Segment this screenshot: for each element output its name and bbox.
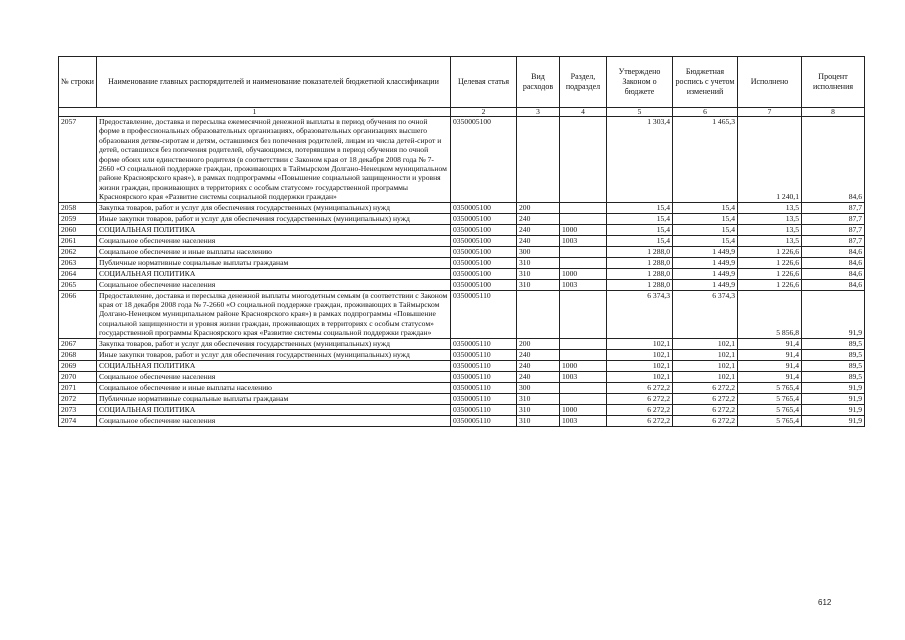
row-expense-type: 310 [517,415,560,426]
row-approved: 102,1 [607,349,673,360]
row-percent: 89,5 [802,360,865,371]
table-row [59,279,865,290]
row-section [560,393,607,404]
row-budget-plan: 6 272,2 [673,415,738,426]
row-executed: 13,5 [738,224,802,235]
row-executed: 1 240,1 [738,117,802,203]
row-approved: 102,1 [607,338,673,349]
row-name: Социальное обеспечение населения [97,415,451,426]
header-row-number: № строки [59,57,97,108]
row-approved: 1 288,0 [607,246,673,257]
row-number: 2074 [59,415,97,426]
row-section: 1003 [560,415,607,426]
row-name: Социальное обеспечение и иные выплаты населению [97,246,451,257]
row-expense-type: 240 [517,349,560,360]
row-approved: 6 272,2 [607,404,673,415]
row-target-code: 0350005110 [451,360,517,371]
row-target-code: 0350005100 [451,117,517,203]
row-target-code: 0350005110 [451,349,517,360]
row-number: 2059 [59,213,97,224]
row-budget-plan: 1 449,9 [673,246,738,257]
row-budget-plan: 15,4 [673,224,738,235]
row-executed: 1 226,6 [738,257,802,268]
row-number: 2060 [59,224,97,235]
row-target-code: 0350005110 [451,338,517,349]
row-expense-type: 240 [517,213,560,224]
row-percent: 91,9 [802,404,865,415]
row-expense-type [517,117,560,203]
row-target-code: 0350005110 [451,371,517,382]
row-number: 2071 [59,382,97,393]
row-name: Социальное обеспечение и иные выплаты населению [97,382,451,393]
row-percent: 84,6 [802,246,865,257]
row-name: Социальное обеспечение населения [97,279,451,290]
table-row [59,360,865,371]
table-row [59,338,865,349]
row-percent: 91,9 [802,382,865,393]
column-number-row [59,108,865,117]
row-approved: 6 272,2 [607,393,673,404]
header-executed: Исполнено [738,57,802,108]
row-executed: 5 765,4 [738,393,802,404]
row-expense-type: 240 [517,360,560,371]
row-expense-type: 310 [517,268,560,279]
row-target-code: 0350005110 [451,290,517,338]
column-number-3: 3 [517,108,560,117]
table-row [59,235,865,246]
row-target-code: 0350005100 [451,279,517,290]
table-row [59,382,865,393]
header-expense-type: Вид расходов [517,57,560,108]
row-section [560,382,607,393]
row-executed: 5 856,8 [738,290,802,338]
row-percent: 91,9 [802,393,865,404]
row-number: 2061 [59,235,97,246]
row-percent: 87,7 [802,213,865,224]
row-name: СОЦИАЛЬНАЯ ПОЛИТИКА [97,360,451,371]
row-section [560,290,607,338]
row-section: 1000 [560,404,607,415]
row-number: 2072 [59,393,97,404]
row-name: Публичные нормативные социальные выплаты гражданам [97,257,451,268]
row-name: СОЦИАЛЬНАЯ ПОЛИТИКА [97,268,451,279]
row-budget-plan: 15,4 [673,202,738,213]
table-row [59,268,865,279]
row-percent: 84,6 [802,279,865,290]
row-executed: 5 765,4 [738,415,802,426]
row-section [560,338,607,349]
column-number-7: 7 [738,108,802,117]
table-row [59,257,865,268]
row-approved: 6 374,3 [607,290,673,338]
column-number-8: 8 [802,108,865,117]
row-target-code: 0350005100 [451,268,517,279]
row-number: 2068 [59,349,97,360]
row-budget-plan: 6 374,3 [673,290,738,338]
row-percent: 87,7 [802,202,865,213]
row-expense-type: 310 [517,404,560,415]
row-percent: 87,7 [802,224,865,235]
row-approved: 6 272,2 [607,382,673,393]
column-number-1: 1 [59,108,451,117]
row-budget-plan: 15,4 [673,213,738,224]
row-percent: 91,9 [802,415,865,426]
row-budget-plan: 6 272,2 [673,404,738,415]
row-budget-plan: 6 272,2 [673,382,738,393]
row-section [560,117,607,203]
header-section: Раздел, подраздел [560,57,607,108]
table-row [59,349,865,360]
row-budget-plan: 102,1 [673,349,738,360]
row-approved: 1 288,0 [607,268,673,279]
row-expense-type: 240 [517,224,560,235]
row-executed: 91,4 [738,349,802,360]
row-name: Предоставление, доставка и пересылка ежемесячной денежной выплаты в период обучения по очной форме в профессиональных образовательных организациях, образовательных организациях высшего образования детям-сиротам и детям, оставшимся без попечения родителей, лицам из числа детей-сирот и детей, оставшихся без попечения родителей, обучающимся, потерявшим в период обучения по очной форме обоих или единственного родителя (в соответствии с Законом края от 18 декабря 2008 года № 7-2660 «О социальной поддержке граждан, проживающих в Таймырском Долгано-Ненецком муниципальном районе Красноярского края»), в рамках подпрограммы «Повышение социальной защищенности и уровня жизни граждан, проживающих в территориях с особым статусом» государственной программы Красноярского края «Развитие системы социальной поддержки граждан» [97,117,451,203]
row-approved: 102,1 [607,371,673,382]
table-row [59,404,865,415]
row-approved: 15,4 [607,235,673,246]
row-percent: 91,9 [802,290,865,338]
row-section [560,246,607,257]
row-target-code: 0350005110 [451,415,517,426]
row-expense-type: 200 [517,202,560,213]
row-executed: 13,5 [738,213,802,224]
row-expense-type: 240 [517,371,560,382]
row-name: Социальное обеспечение населения [97,235,451,246]
row-target-code: 0350005100 [451,257,517,268]
row-percent: 84,6 [802,257,865,268]
row-budget-plan: 1 449,9 [673,279,738,290]
row-executed: 91,4 [738,360,802,371]
row-name: СОЦИАЛЬНАЯ ПОЛИТИКА [97,404,451,415]
row-executed: 1 226,6 [738,246,802,257]
row-target-code: 0350005100 [451,235,517,246]
table-row [59,415,865,426]
column-number-6: 6 [673,108,738,117]
row-budget-plan: 6 272,2 [673,393,738,404]
page-number: 612 [818,598,832,607]
row-number: 2070 [59,371,97,382]
row-executed: 91,4 [738,338,802,349]
row-name: Иные закупки товаров, работ и услуг для обеспечения государственных (муниципальных) нужд [97,349,451,360]
header-target-code: Целевая статья [451,57,517,108]
row-name: Социальное обеспечение населения [97,371,451,382]
row-number: 2058 [59,202,97,213]
row-number: 2063 [59,257,97,268]
row-expense-type: 310 [517,257,560,268]
row-expense-type: 310 [517,393,560,404]
row-name: Иные закупки товаров, работ и услуг для обеспечения государственных (муниципальных) нужд [97,213,451,224]
row-executed: 91,4 [738,371,802,382]
row-name: Публичные нормативные социальные выплаты гражданам [97,393,451,404]
row-number: 2064 [59,268,97,279]
row-section: 1003 [560,235,607,246]
header-name: Наименование главных распорядителей и наименование показателей бюджетной классификации [97,57,451,108]
row-section: 1003 [560,279,607,290]
row-section [560,213,607,224]
row-number: 2067 [59,338,97,349]
row-budget-plan: 1 449,9 [673,257,738,268]
header-budget-plan: Бюджетная роспись с учетом изменений [673,57,738,108]
column-number-4: 4 [560,108,607,117]
row-percent: 87,7 [802,235,865,246]
row-number: 2066 [59,290,97,338]
row-expense-type: 310 [517,279,560,290]
row-approved: 102,1 [607,360,673,371]
row-approved: 1 288,0 [607,257,673,268]
row-name: Закупка товаров, работ и услуг для обеспечения государственных (муниципальных) нужд [97,338,451,349]
table-row [59,224,865,235]
row-section [560,349,607,360]
row-expense-type: 240 [517,235,560,246]
row-expense-type: 300 [517,382,560,393]
row-approved: 15,4 [607,202,673,213]
row-section [560,257,607,268]
row-approved: 15,4 [607,224,673,235]
row-approved: 1 303,4 [607,117,673,203]
table-row [59,246,865,257]
row-section: 1000 [560,224,607,235]
row-budget-plan: 1 465,3 [673,117,738,203]
row-section [560,202,607,213]
column-number-2: 2 [451,108,517,117]
row-executed: 5 765,4 [738,404,802,415]
header-percent: Процент исполнения [802,57,865,108]
row-percent: 89,5 [802,338,865,349]
row-expense-type [517,290,560,338]
table-row [59,213,865,224]
row-number: 2065 [59,279,97,290]
row-name: СОЦИАЛЬНАЯ ПОЛИТИКА [97,224,451,235]
row-budget-plan: 102,1 [673,360,738,371]
row-approved: 1 288,0 [607,279,673,290]
column-number-5: 5 [607,108,673,117]
row-budget-plan: 102,1 [673,338,738,349]
row-target-code: 0350005110 [451,382,517,393]
row-name: Предоставление, доставка и пересылка денежной выплаты многодетным семьям (в соответствии с Законом края от 18 декабря 2008 года № 7-2660 «О социальной поддержке граждан, проживающих в Таймырском Долгано-Ненецком муниципальном районе Красноярского края») в рамках подпрограммы «Повышение социальной защищенности и уровня жизни граждан, проживающих в территориях с особым статусом» государственной программы Красноярского края «Развитие системы социальной поддержки граждан» [97,290,451,338]
table-row [59,371,865,382]
row-number: 2057 [59,117,97,203]
row-target-code: 0350005100 [451,202,517,213]
row-target-code: 0350005100 [451,246,517,257]
row-section: 1000 [560,360,607,371]
row-budget-plan: 15,4 [673,235,738,246]
budget-execution-table [58,56,865,427]
row-budget-plan: 1 449,9 [673,268,738,279]
row-approved: 6 272,2 [607,415,673,426]
table-row [59,290,865,338]
table-row [59,393,865,404]
row-expense-type: 300 [517,246,560,257]
row-section: 1000 [560,268,607,279]
row-target-code: 0350005110 [451,404,517,415]
row-executed: 1 226,6 [738,279,802,290]
row-executed: 5 765,4 [738,382,802,393]
row-target-code: 0350005110 [451,393,517,404]
row-expense-type: 200 [517,338,560,349]
table-row [59,117,865,203]
header-row [59,57,865,108]
row-name: Закупка товаров, работ и услуг для обеспечения государственных (муниципальных) нужд [97,202,451,213]
row-percent: 84,6 [802,268,865,279]
row-number: 2062 [59,246,97,257]
row-target-code: 0350005100 [451,224,517,235]
row-section: 1003 [560,371,607,382]
row-approved: 15,4 [607,213,673,224]
row-number: 2073 [59,404,97,415]
row-percent: 89,5 [802,371,865,382]
row-percent: 84,6 [802,117,865,203]
row-executed: 13,5 [738,202,802,213]
header-approved: Утверждено Законом о бюджете [607,57,673,108]
table-row [59,202,865,213]
row-executed: 1 226,6 [738,268,802,279]
row-target-code: 0350005100 [451,213,517,224]
row-executed: 13,5 [738,235,802,246]
row-percent: 89,5 [802,349,865,360]
row-budget-plan: 102,1 [673,371,738,382]
row-number: 2069 [59,360,97,371]
